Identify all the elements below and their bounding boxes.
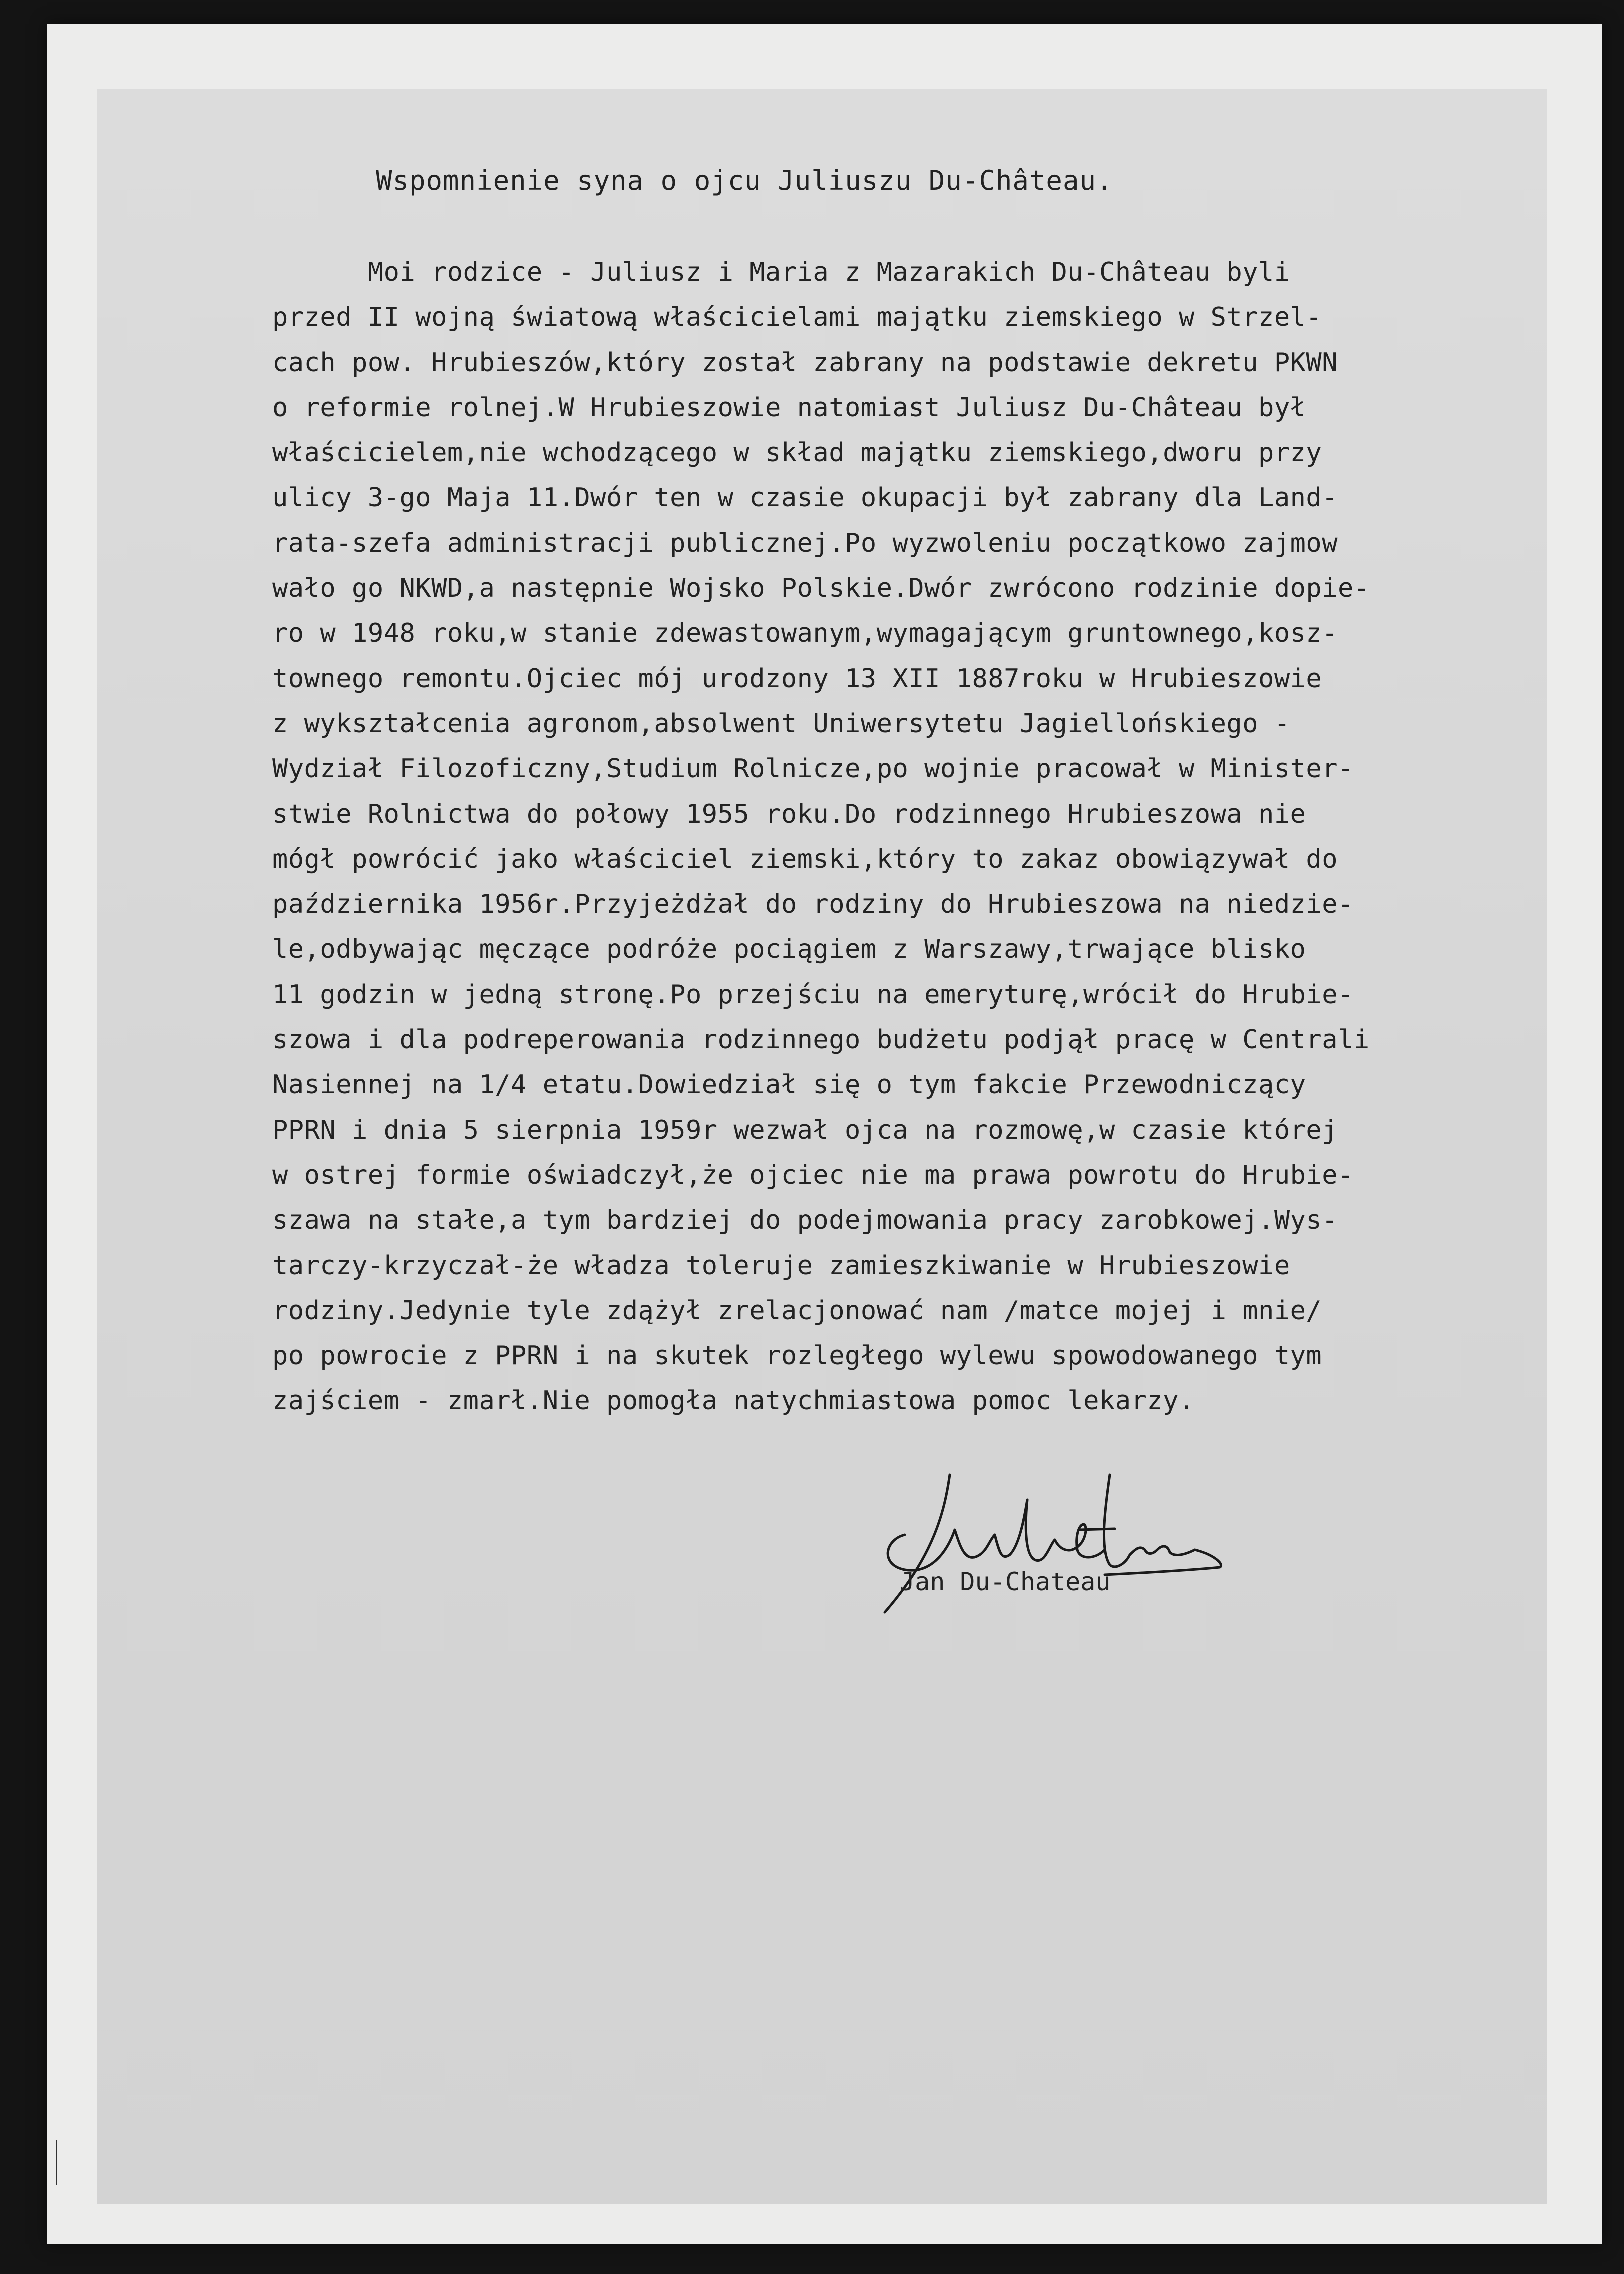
body-line: po powrocie z PPRN i na skutek rozległego wylewu spowodowanego tym — [272, 1341, 1322, 1371]
body-line: października 1956r.Przyjeżdżał do rodziny do Hrubieszowa na niedzie- — [272, 889, 1354, 920]
body-line: rodziny.Jedynie tyle zdążył zrelacjonować nam /matce mojej i mnie/ — [272, 1295, 1322, 1326]
body-line: wało go NKWD,a następnie Wojsko Polskie.Dwór zwrócono rodzinie dopie- — [272, 573, 1370, 604]
body-line: stwie Rolnictwa do połowy 1955 roku.Do rodzinnego Hrubieszowa nie — [272, 799, 1306, 829]
body-line: Wydział Filozoficzny,Studium Rolnicze,po wojnie pracował w Minister- — [272, 754, 1354, 784]
signer-name: Jan Du-Chateau — [900, 1567, 1111, 1596]
document-title: Wspomnienie syna o ojcu Juliuszu Du-Château. — [376, 165, 1113, 196]
body-line: cach pow. Hrubieszów,który został zabrany na podstawie dekretu PKWN — [272, 347, 1338, 378]
body-line: rata-szefa administracji publicznej.Po wyzwoleniu początkowo zajmow — [272, 528, 1338, 558]
edge-mark — [56, 2140, 57, 2185]
body-line: ulicy 3-go Maja 11.Dwór ten w czasie okupacji był zabrany dla Land- — [272, 483, 1338, 513]
body-line: PPRN i dnia 5 sierpnia 1959r wezwał ojca na rozmowę,w czasie której — [272, 1115, 1338, 1145]
body-line: zajściem - zmarł.Nie pomogła natychmiastowa pomoc lekarzy. — [272, 1386, 1195, 1416]
body-line: ro w 1948 roku,w stanie zdewastowanym,wymagającym gruntownego,kosz- — [272, 618, 1338, 649]
body-line: townego remontu.Ojciec mój urodzony 13 XII 1887roku w Hrubieszowie — [272, 663, 1322, 694]
body-line: szowa i dla podreperowania rodzinnego budżetu podjął pracę w Centrali — [272, 1025, 1370, 1055]
body-line: przed II wojną światową właścicielami majątku ziemskiego w Strzel- — [272, 302, 1322, 333]
body-line: Moi rodzice - Juliusz i Maria z Mazarakich Du-Château byli — [272, 257, 1290, 287]
body-line: Nasiennej na 1/4 etatu.Dowiedział się o tym fakcie Przewodniczący — [272, 1070, 1306, 1100]
document-body — [272, 250, 1552, 1424]
body-line: le,odbywając męczące podróże pociągiem z Warszawy,trwające blisko — [272, 934, 1306, 965]
body-line: szawa na stałe,a tym bardziej do podejmowania pracy zarobkowej.Wys- — [272, 1205, 1338, 1236]
body-line: z wykształcenia agronom,absolwent Uniwersytetu Jagiellońskiego - — [272, 708, 1290, 739]
body-line: tarczy-krzyczał-że władza toleruje zamieszkiwanie w Hrubieszowie — [272, 1250, 1290, 1281]
body-line: mógł powrócić jako właściciel ziemski,który to zakaz obowiązywał do — [272, 844, 1338, 874]
body-line: właścicielem,nie wchodzącego w skład majątku ziemskiego,dworu przy — [272, 438, 1322, 468]
body-line: w ostrej formie oświadczył,że ojciec nie ma prawa powrotu do Hrubie- — [272, 1160, 1354, 1190]
body-line: o reformie rolnej.W Hrubieszowie natomiast Juliusz Du-Château był — [272, 392, 1306, 423]
body-line: 11 godzin w jedną stronę.Po przejściu na emeryturę,wrócił do Hrubie- — [272, 979, 1354, 1010]
